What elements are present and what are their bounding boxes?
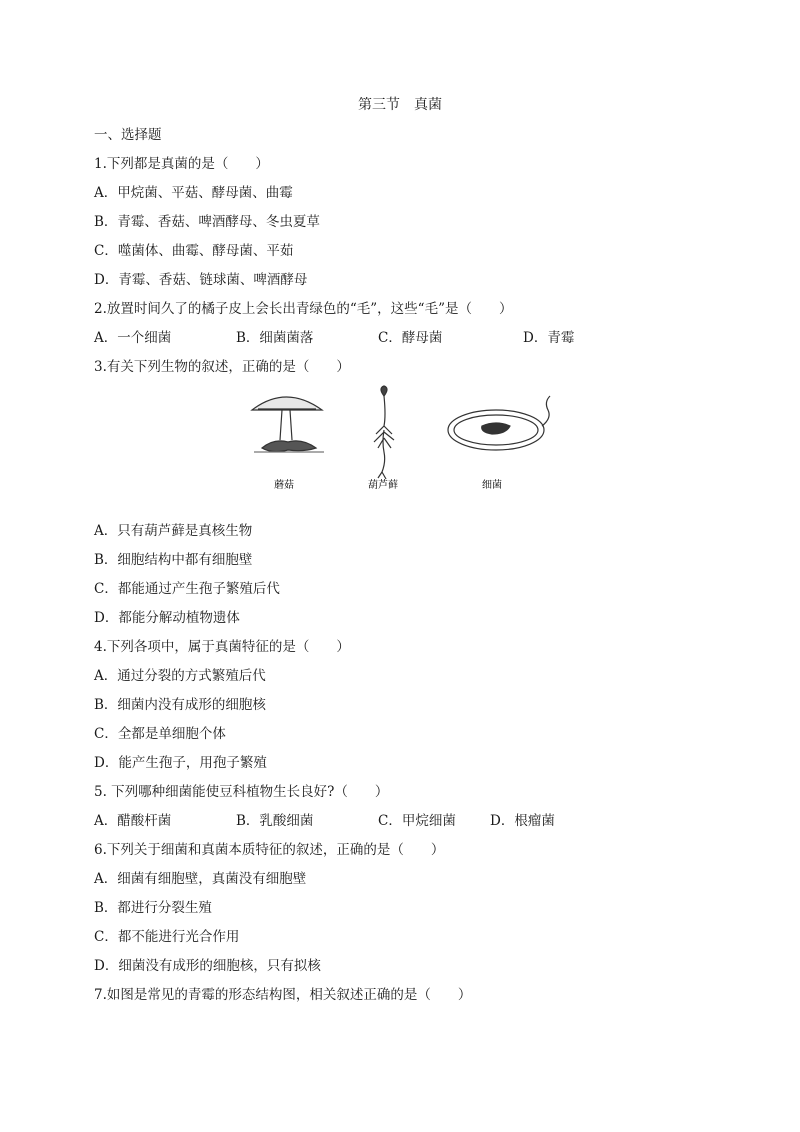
q3-option-a: A．只有葫芦藓是真核生物 [94,523,253,539]
q2-option-b: B．细菌菌落 [236,330,314,346]
q1-stem: 1.下列都是真菌的是（ ） [94,156,269,172]
q6-option-a: A．细菌有细胞壁，真菌没有细胞壁 [94,871,307,887]
q6-option-c: C．都不能进行光合作用 [94,929,240,945]
organisms-figure [244,382,564,502]
q4-stem: 4.下列各项中，属于真菌特征的是（ ） [94,639,350,655]
q3-option-b: B．细胞结构中都有细胞壁 [94,552,253,568]
page-title: 第三节 真菌 [358,97,442,113]
q6-option-b: B．都进行分裂生殖 [94,900,212,916]
q1-option-c: C．噬菌体、曲霉、酵母菌、平茹 [94,243,294,259]
q1-option-d: D．青霉、香菇、链球菌、啤酒酵母 [94,272,308,288]
moss-label: 葫芦藓 [368,480,398,491]
q5-option-c: C．甲烷细菌 [378,813,456,829]
q4-option-a: A．通过分裂的方式繁殖后代 [94,668,266,684]
q6-option-d: D．细菌没有成形的细胞核，只有拟核 [94,958,321,974]
q5-option-a: A．醋酸杆菌 [94,813,172,829]
q6-stem: 6.下列关于细菌和真菌本质特征的叙述，正确的是（ ） [94,842,445,858]
mushroom-label: 蘑菇 [274,480,294,491]
section-heading: 一、选择题 [94,127,162,143]
moss-drawing [374,386,394,479]
q5-option-d: D．根瘤菌 [490,813,555,829]
q2-option-d: D．青霉 [523,330,575,346]
q3-stem: 3.有关下列生物的叙述，正确的是（ ） [94,359,350,375]
q3-option-d: D．都能分解动植物遗体 [94,610,240,626]
q2-option-a: A．一个细菌 [94,330,172,346]
bacterium-drawing [448,396,550,450]
q1-option-a: A．甲烷菌、平菇、酵母菌、曲霉 [94,185,293,201]
q5-option-b: B．乳酸细菌 [236,813,314,829]
organisms-illustration [244,382,564,502]
q4-option-c: C．全都是单细胞个体 [94,726,226,742]
q3-option-c: C．都能通过产生孢子繁殖后代 [94,581,280,597]
mushroom-drawing [252,397,324,452]
q2-stem: 2.放置时间久了的橘子皮上会长出青绿色的“毛”，这些“毛”是（ ） [94,301,513,317]
bacterium-label: 细菌 [482,480,502,491]
q4-option-b: B．细菌内没有成形的细胞核 [94,697,266,713]
q7-stem: 7.如图是常见的青霉的形态结构图，相关叙述正确的是（ ） [94,987,472,1003]
q5-stem: 5. 下列哪种细菌能使豆科植物生长良好?（ ） [94,784,389,800]
q4-option-d: D．能产生孢子，用孢子繁殖 [94,755,267,771]
q1-option-b: B．青霉、香菇、啤酒酵母、冬虫夏草 [94,214,320,230]
q2-option-c: C．酵母菌 [378,330,443,346]
